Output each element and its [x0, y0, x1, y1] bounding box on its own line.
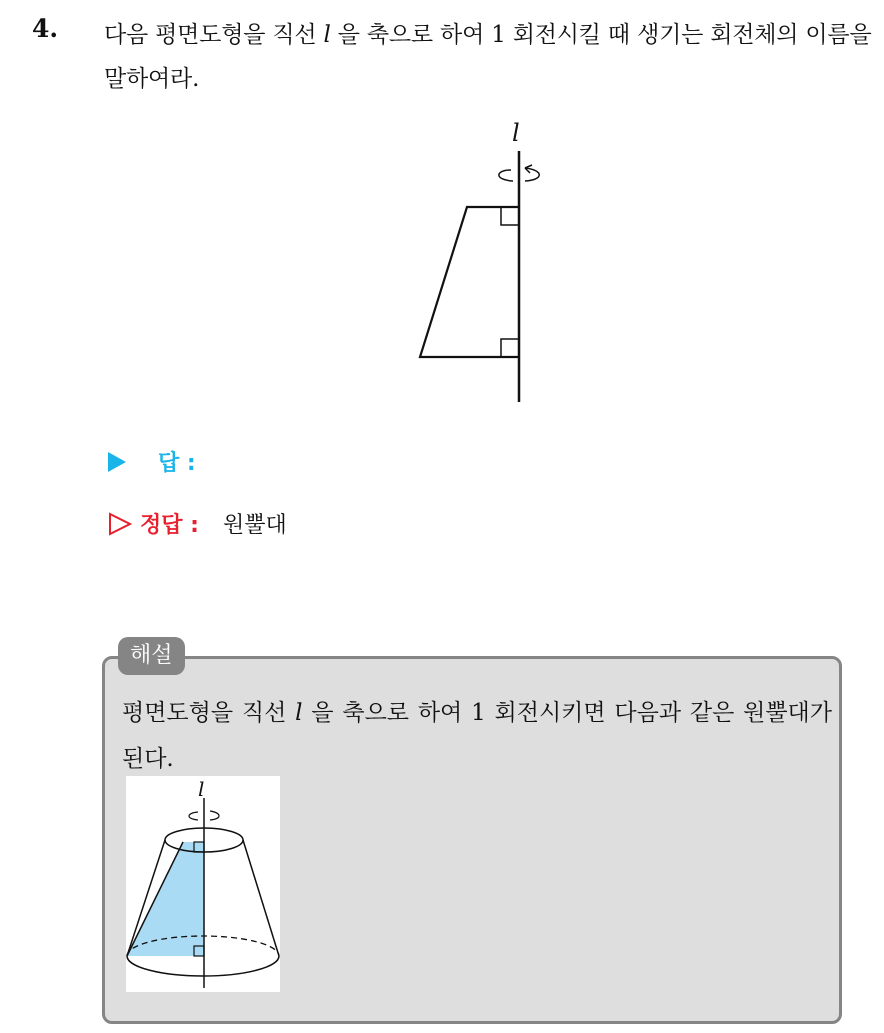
right-angle-top [501, 207, 519, 225]
frustum-figure [126, 776, 280, 992]
correct-answer-value: 원뿔대 [222, 513, 287, 538]
trapezoid-figure [400, 115, 560, 410]
question-text: 다음 평면도형을 직선 l 을 축으로 하여 1 회전시킬 때 생기는 회전체의 이름을 말하여라. [104, 22, 872, 92]
question-number: 4. [32, 14, 59, 43]
answer-label: 답 : [158, 451, 196, 476]
solution-axis-symbol: l [295, 700, 303, 726]
solution-tab: 해설 [118, 637, 185, 675]
trapezoid-shape [420, 207, 519, 357]
outline-triangle-icon [108, 512, 132, 536]
play-triangle-icon [108, 452, 126, 472]
correct-answer-label: 정답 : [140, 513, 199, 538]
frustum-axis-label: l [198, 777, 205, 801]
axis-label: l [512, 119, 520, 147]
axis-symbol: l [323, 22, 331, 48]
answer-row [108, 446, 196, 477]
correct-answer-row [108, 508, 287, 539]
right-angle-bottom [501, 339, 519, 357]
solution-text: 평면도형을 직선 l 을 축으로 하여 1 회전시키면 다음과 같은 원뿔대가 된다. [122, 700, 832, 772]
